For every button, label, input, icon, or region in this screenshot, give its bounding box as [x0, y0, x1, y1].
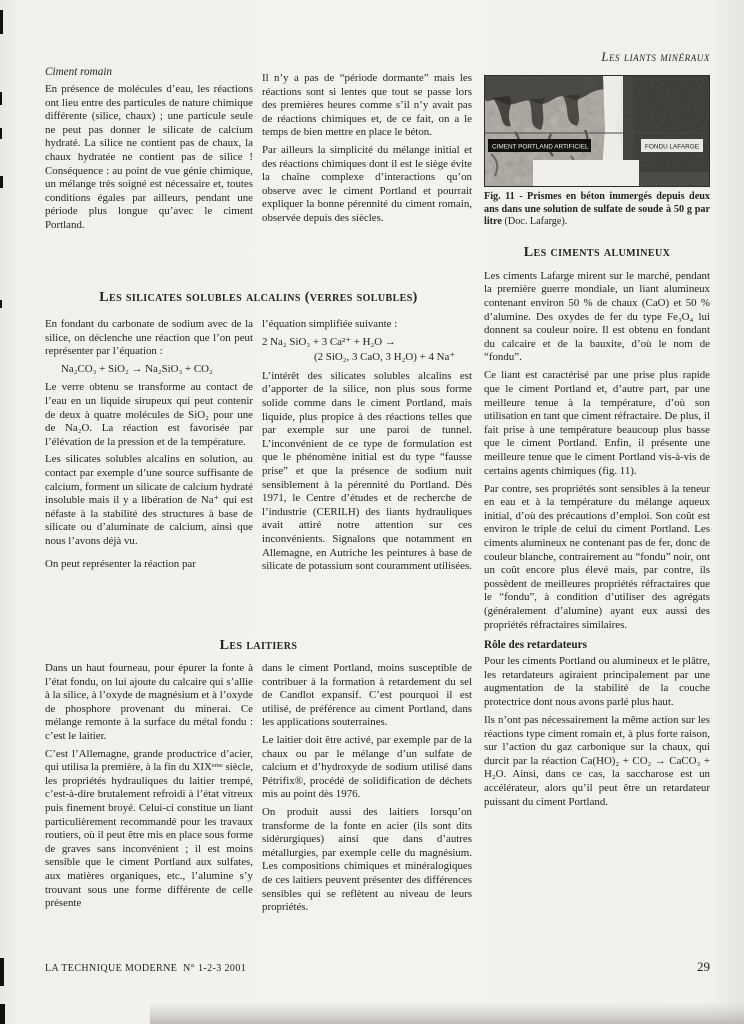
- silicates-paragraph: En fondant du carbonate de sodium avec de la silice, on déclenche une réaction que l’on peut représenter par l’équation :: [45, 318, 253, 358]
- silicates-paragraph: On peut représenter la réaction par: [45, 557, 196, 570]
- silicates-column-2: [262, 318, 472, 578]
- laitiers-column-2: [262, 662, 472, 919]
- laitiers-section-heading: Les laitiers: [219, 638, 298, 653]
- laitiers-paragraph: On produit aussi des laitiers lorsqu’on transforme de la fonte en acier (ils sont dits sidérurgiques) ainsi que dans d’autres métallurgies, par exemple celle du magnésium. Les compositions chimiques et minéralogiques de ces laitiers peuvent présenter des différences sensibles qui se reflètent au niveau de leurs propriétés.: [262, 805, 472, 914]
- ciment-romain-paragraph: Il n’y a pas de “période dormante” mais les réactions sont si lentes que tout se passe lors des premières heures comme s’il n’y avait pas de réactions chimiques et, de ce fait, on a le temps de bien mettre en place le béton.: [262, 72, 472, 139]
- alumineux-paragraph: Ce liant est caractérisé par une prise plus rapide que le ciment Portland et, d’autre part, par une meilleure tenue à la température, d’où son utilisation en tant que ciment réfractaire. De plus, il fait prise à une température beaucoup plus basse que le ciment Portland. Enfin, il présente une meilleure tenue que le ciment Portland vis-à-vis de certains agents chimiques (fig. 11).: [484, 369, 710, 477]
- laitiers-paragraph: Le laitier doit être activé, par exemple par de la chaux ou par le mélange d’un sulfate de calcium et d’hydroxyde de sodium utilisé dans Pétrifix®, procédé de solidification de déchets mis au point dès 1976.: [262, 733, 472, 801]
- silicates-column-1: [45, 318, 253, 575]
- silicates-paragraph: L’intérêt des silicates solubles alcalins est d’apporter de la silice, non plus sous forme solide comme dans le ciment Portland, mais liquide, plus propice à des réactions telles que par exemple sur une paroi de tunnel. L’inconvénient de ce type de formulation est que le phénomène initial est du type “fausse prise” et que la présence de sodium nuit sensiblement à la pérennité du Portland. Dès 1971, le Centre d’études et de recherche de l’industrie (CERILH) des liants hydrauliques avait attiré notre attention sur ces inconvénients. Signalons que notamment en Allemagne, en Autriche les peintures à base de silicate de potassium sont couramment utilisées.: [262, 369, 472, 573]
- alumineux-paragraph: Pour les ciments Portland ou alumineux et le plâtre, les retardateurs agiraient principalement par une augmentation de la stabilité de la couche protectrice dont nous avons parlé plus haut.: [484, 655, 710, 708]
- laitiers-paragraph: Dans un haut fourneau, pour épurer la fonte à l’état fondu, on lui ajoute du calcaire qui s’allie à la silice, à l’oxyde de magnésium et à l’oxyde de phosphore provenant du minerai. Ce mélange remonte à la surface du métal fondu : c’est le laitier.: [45, 662, 253, 742]
- laitiers-column-1: [45, 662, 253, 915]
- scan-artifact: [0, 300, 2, 308]
- ciment-romain-title: Ciment romain: [45, 66, 113, 78]
- scan-artifact: [0, 1004, 5, 1024]
- alumineux-paragraph: Les ciments Lafarge mirent sur le marché, pendant la première guerre mondiale, un liant alumineux contenant environ 50 % de chaux (CaO) et 50 % d’alumine. Des oxydes de fer du type Fe₃O₄ lui donnent sa couleur noire. Il est obtenu en fondant du calcaire et de la bauxite, d’où le nom de “fondu”.: [484, 269, 710, 364]
- alumineux-paragraph: Par contre, ses propriétés sont sensibles à la teneur en eau et à la température du mélange aqueux initial, d’où des précautions d’emploi. Son coût est environ le triple de celui du ciment Portland. Les ciments alumineux ne contenant pas de fer, donc de couleur blanche, contrairement au “fondu” noir, ont un coût encore plus élevé mais, par contre, ils possèdent de meilleures propriétés réfractaires que le “fondu”, à condition d’utiliser des agrégats (généralement d’alumine) ayant eux aussi des propriétés réfractaires similaires.: [484, 482, 710, 631]
- scan-shadow: [150, 1002, 744, 1024]
- silicates-paragraph: l’équation simplifiée suivante :: [262, 318, 398, 330]
- scan-artifact: [0, 128, 2, 139]
- ciment-romain-column-1: [45, 66, 253, 237]
- scan-artifact: [0, 92, 2, 105]
- alumineux-section-heading: Les ciments alumineux: [523, 244, 671, 260]
- photo-label-left: CIMENT PORTLAND ARTIFICIEL: [492, 143, 589, 151]
- laitiers-paragraph: dans le ciment Portland, moins susceptible de contribuer à la formation à retardement du sel de Candlot expansif. C’est pourquoi il est utilisé, de préférence au ciment Portland, dans les applications souterraines.: [262, 662, 472, 729]
- photo-label-right: FONDU LAFARGE: [645, 143, 699, 151]
- silicates-paragraph: Le verre obtenu se transforme au contact de l’eau en un liquide sirupeux qui peut contenir de deux à quatre molécules de SiO₂ pour une de Na₂O. La réaction est favorisée par l’élévation de la pression et de la température.: [45, 381, 253, 448]
- alumineux-column: [484, 75, 710, 814]
- ciment-romain-paragraph: Par ailleurs la simplicité du mélange initial et des réactions chimiques dont il est le siège évite la chaîne complexe d’interactions qu’on observe avec le ciment Portland et pourrait expliquer la bonne pérennité du ciment romain, observée depuis des siècles.: [262, 143, 472, 224]
- scan-artifact: [0, 10, 3, 34]
- silicates-section-heading: Les silicates solubles alcalins (verres solubles): [99, 290, 418, 305]
- figure-caption-text: Fig. 11 - Prismes en béton immergés depuis deux ans dans une solution de sulfate de soude à 50 g par litre: [484, 191, 710, 228]
- figure-11-photo: [484, 75, 710, 187]
- laitiers-paragraph: C’est l’Allemagne, grande productrice d’acier, qui utilisa la première, à la fin du XIXᵉᵐᵉ siècle, les propriétés hydrauliques du laitier trempé, c’est-à-dire brutalement refroidi à l’état vitreux puis finement broyé. Celui-ci constitue un liant particulièrement recommandé pour les travaux routiers, où il peut être mis en place sous forme de graves sans inconvénient ; il est moins sensible que le ciment Portland aux sulfates, aux matières organiques, etc., l’alumine s’y trouvant sous une forme différente de celle présente: [45, 747, 253, 910]
- figure-11-caption: [484, 191, 710, 229]
- ciment-romain-paragraph: En présence de molécules d’eau, les réactions ont lieu entre des particules de nature chimique différente (silice, chaux) ; une particule seule ne peut pas donner le silicate de calcium hydraté. La silice ne contient pas de chaux, la chaux hydratée ne contient pas de silice ! Conséquence : au point de vue génie chimique, un mélange très soigné est nécessaire et, toutes conditions égales par ailleurs, pendant une période plus longue qu’avec le ciment Portland.: [45, 83, 253, 231]
- scan-artifact: [0, 176, 3, 188]
- scan-artifact: [0, 958, 4, 986]
- journal-footer: LA TECHNIQUE MODERNE N° 1-2-3 2001: [45, 963, 247, 974]
- ciment-romain-column-2: [262, 72, 472, 230]
- equation-sodium-silicate: Na₂CO₃ + SiO₂ → Na₂SiO₃ + CO₂: [61, 362, 213, 375]
- concrete-prisms-photo: [485, 76, 709, 186]
- equation-simplified-line2: (2 SiO₂, 3 CaO, 3 H₂O) + 4 Na⁺: [314, 351, 456, 364]
- equation-simplified-line1: 2 Na₂ SiO₃ + 3 Ca²⁺ + H₂O →: [262, 335, 396, 348]
- figure-caption-credit: (Doc. Lafarge).: [501, 216, 568, 228]
- page-number: 29: [697, 959, 710, 974]
- alumineux-paragraph: Ils n’ont pas nécessairement la même action sur les réactions type ciment romain et, à plus forte raison, sur l’action du gaz carbonique sur la chaux, qui durcit par la réaction Ca(HO)₂ + CO₂ → CaCO₃ + H₂O. Ainsi, dans ce cas, la saccharose est un accélérateur, alors qu’il peut être un retardateur puissant du ciment Portland.: [484, 714, 710, 808]
- silicates-paragraph: Les silicates solubles alcalins en solution, au contact par exemple d’une source suffisante de calcium, forment un silicate de calcium hydraté insoluble mais il y a libération de Na⁺ qui est néfaste à la stabilité des structures à base de silicate ou d’aluminate de calcium, ainsi que nous l’avons déjà vu.: [45, 453, 253, 547]
- running-head: Les liants minéraux: [601, 50, 710, 64]
- retardateurs-subheading: Rôle des retardateurs: [484, 639, 587, 652]
